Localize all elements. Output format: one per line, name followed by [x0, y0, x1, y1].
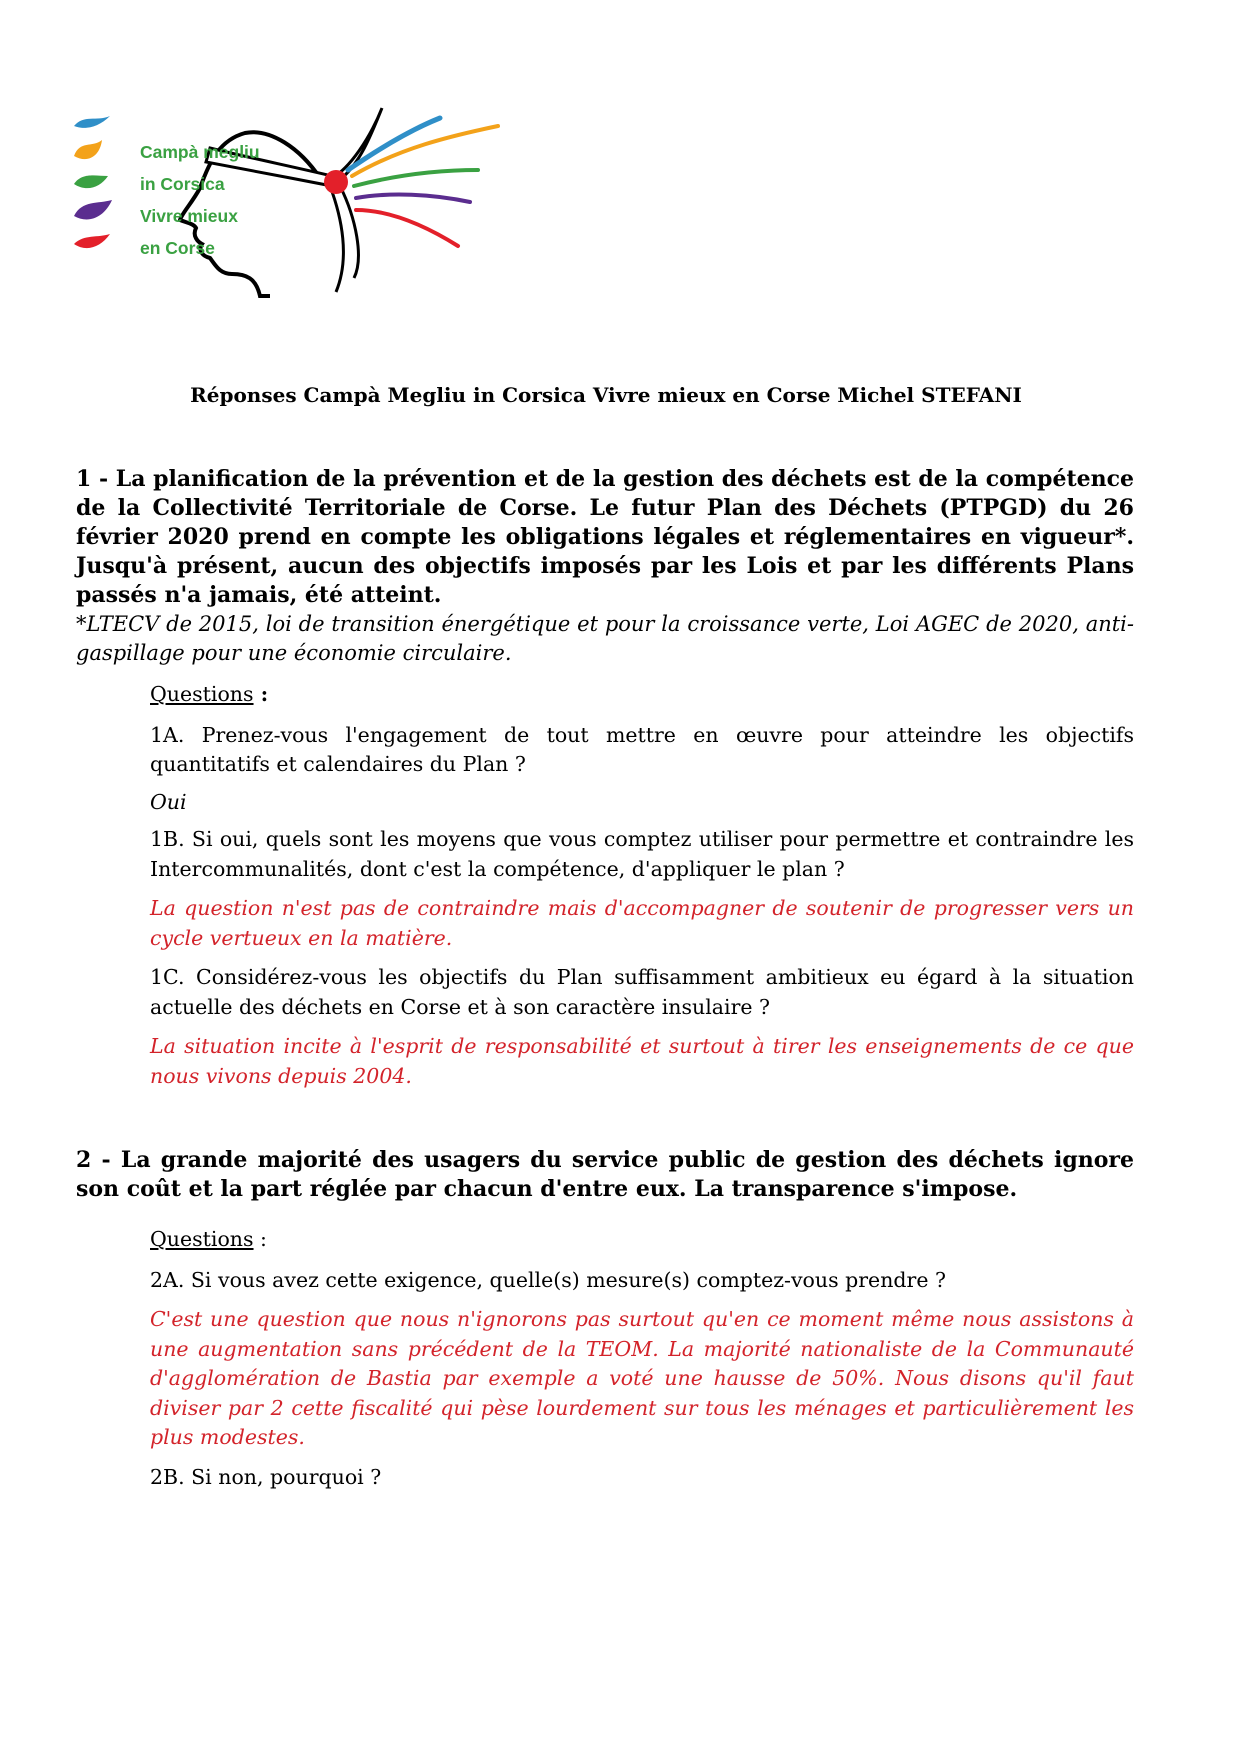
purple-stroke	[74, 200, 112, 219]
answer-1c: La situation incite à l'esprit de responsabilité et surtout à tirer les enseignements de ce que nous vivons depuis 2004.	[150, 1034, 1134, 1088]
red-knot-icon	[324, 170, 348, 194]
questions-colon: :	[253, 682, 269, 706]
section-1-footnote: *LTECV de 2015, loi de transition énergétique et pour la croissance verte, Loi AGEC de 2020, anti-gaspillage pour une économie circulaire.	[76, 612, 1134, 665]
orange-stroke	[74, 140, 102, 159]
question-1a: 1A. Prenez-vous l'engagement de tout mettre en œuvre pour atteindre les objectifs quantitatifs et calendaires du Plan ?	[150, 722, 1134, 776]
section-1-questions	[150, 680, 1134, 1091]
question-2a: 2A. Si vous avez cette exigence, quelle(s) mesure(s) comptez-vous prendre ?	[150, 1267, 946, 1292]
answer-2a: C'est une question que nous n'ignorons pas surtout qu'en ce moment même nous assistons à une augmentation sans précédent de la TEOM. La majorité nationaliste de la Communauté d'agglomération de Bastia par exemple a voté une hausse de 50%. Nous disons qu'il faut diviser par 2 cette fiscalité qui pèse lourdement sur tous les ménages et particulièrement les plus modestes.	[150, 1307, 1134, 1449]
red-ray	[356, 210, 458, 246]
green-stroke	[74, 175, 108, 188]
logo-line-3: Vivre mieux	[140, 206, 238, 226]
logo-line-1: Campà megliu	[140, 142, 260, 162]
page-title: Réponses Campà Megliu in Corsica Vivre mieux en Corse Michel STEFANI	[190, 383, 1022, 407]
section-2-heading: 2 - La grande majorité des usagers du service public de gestion des déchets ignore son coût et la part réglée par chacun d'entre eux. La transparence s'impose.	[76, 1147, 1134, 1202]
questions-colon: :	[253, 1227, 267, 1251]
logo-line-2: in Corsica	[140, 174, 225, 194]
question-2b: 2B. Si non, pourquoi ?	[150, 1464, 382, 1489]
section-1	[76, 465, 1134, 668]
logo-text	[140, 136, 260, 264]
section-1-heading: 1 - La planification de la prévention et de la gestion des déchets est de la compétence de la Collectivité Territoriale de Corse. Le futur Plan des Déchets (PTPGD) du 26 février 2020 prend en compte les obligations légales et réglementaires en vigueur*. Jusqu'à présent, aucun des objectifs imposés par les Lois et par les différents Plans passés n'a jamais, été atteint.	[76, 466, 1134, 608]
logo-line-4: en Corse	[140, 238, 215, 258]
question-1c: 1C. Considérez-vous les objectifs du Plan suffisamment ambitieux eu égard à la situation actuelle des déchets en Corse et à son caractère insulaire ?	[150, 965, 1134, 1019]
section-2	[76, 1146, 1134, 1204]
purple-ray	[356, 195, 470, 202]
section-2-questions	[150, 1225, 1134, 1492]
questions-label: Questions	[150, 1227, 254, 1251]
question-1b: 1B. Si oui, quels sont les moyens que vous comptez utiliser pour permettre et contraindre les Intercommunalités, dont c'est la compétence, d'appliquer le plan ?	[150, 827, 1134, 881]
red-stroke	[74, 234, 110, 248]
answer-1b: La question n'est pas de contraindre mais d'accompagner de soutenir de progresser vers un cycle vertueux en la matière.	[150, 896, 1134, 950]
answer-1a: Oui	[150, 789, 187, 814]
headband-lower-icon	[330, 186, 343, 292]
questions-label: Questions	[150, 682, 254, 706]
green-ray	[354, 170, 478, 186]
blue-stroke	[74, 116, 110, 128]
headband-tail-icon	[332, 108, 382, 178]
